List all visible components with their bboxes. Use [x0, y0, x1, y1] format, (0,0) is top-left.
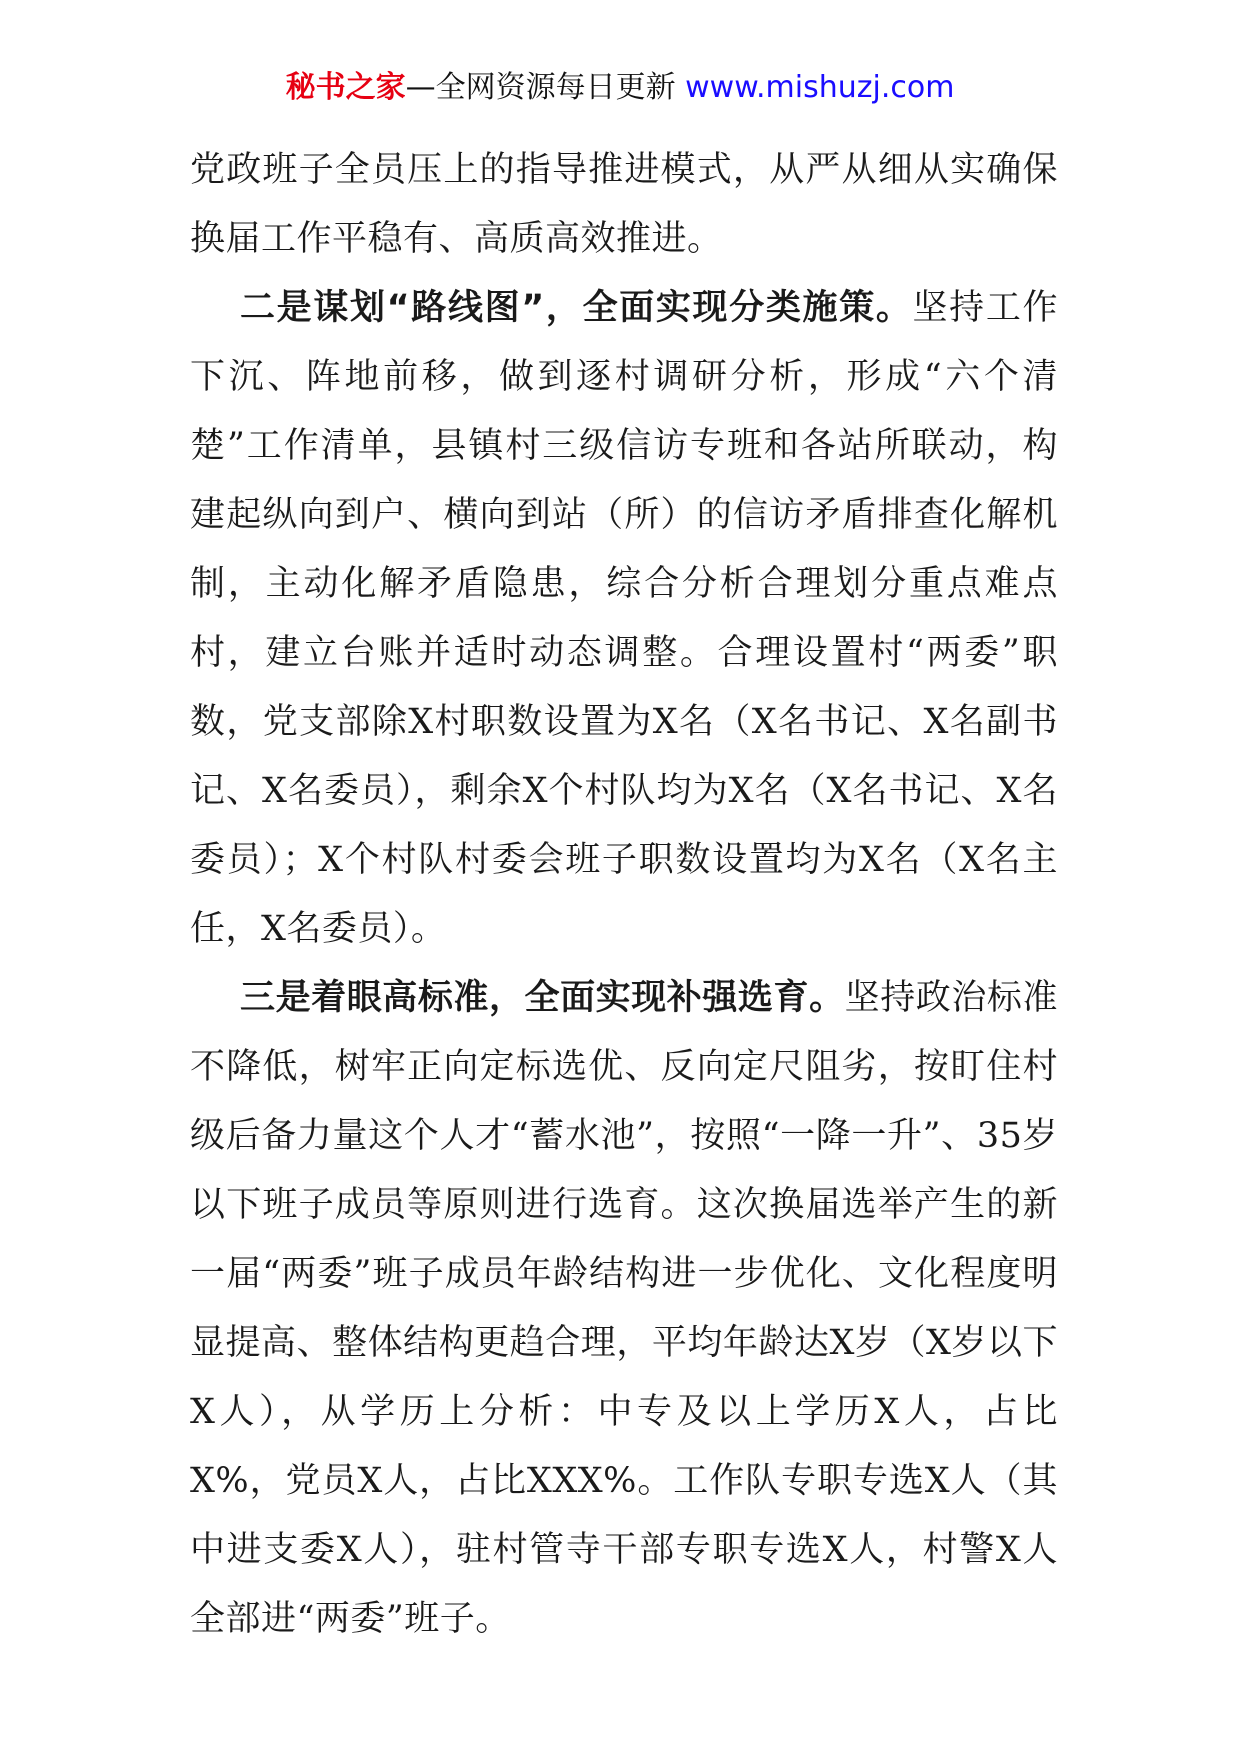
- paragraph-lead: 二是谋划“路线图”，全面实现分类施策。: [240, 288, 913, 328]
- document-body: [190, 136, 1058, 1654]
- site-url-link[interactable]: www.mishuzj.com: [685, 70, 955, 105]
- paragraph-route-map: [190, 274, 1058, 964]
- paragraph-text: 坚持工作下沉、阵地前移，做到逐村调研分析，形成“六个清楚”工作清单，县镇村三级信访专班和各站所联动，构建起纵向到户、横向到站（所）的信访矛盾排查化解机制，主动化解矛盾隐患，综合分析合理划分重点难点村，建立台账并适时动态调整。合理设置村“两委”职数，党支部除X村职数设置为X名（X名书记、X名副书记、X名委员），剩余X个村队均为X名（X名书记、X名委员）；X个村队村委会班子职数设置均为X名（X名主任，X名委员）。: [190, 288, 1058, 949]
- paragraph-high-standard: [190, 964, 1058, 1654]
- header-tagline: —全网资源每日更新: [405, 70, 676, 105]
- paragraph-text: 党政班子全员压上的指导推进模式，从严从细从实确保换届工作平稳有、高质高效推进。: [190, 150, 1058, 259]
- brand-name: 秘书之家: [285, 70, 406, 105]
- site-header: [0, 68, 1240, 108]
- paragraph-lead: 三是着眼高标准，全面实现补强选育。: [240, 978, 845, 1018]
- paragraph-continuation: [190, 136, 1058, 274]
- paragraph-text: 坚持政治标准不降低，树牢正向定标选优、反向定尺阻劣，按盯住村级后备力量这个人才“蓄水池”，按照“一降一升”、35岁以下班子成员等原则进行选育。这次换届选举产生的新一届“两委”班子成员年龄结构进一步优化、文化程度明显提高、整体结构更趋合理，平均年龄达X岁（X岁以下X人），从学历上分析：中专及以上学历X人，占比X%，党员X人，占比XXX%。工作队专职专选X人（其中进支委X人），驻村管寺干部专职专选X人，村警X人全部进“两委”班子。: [190, 978, 1058, 1639]
